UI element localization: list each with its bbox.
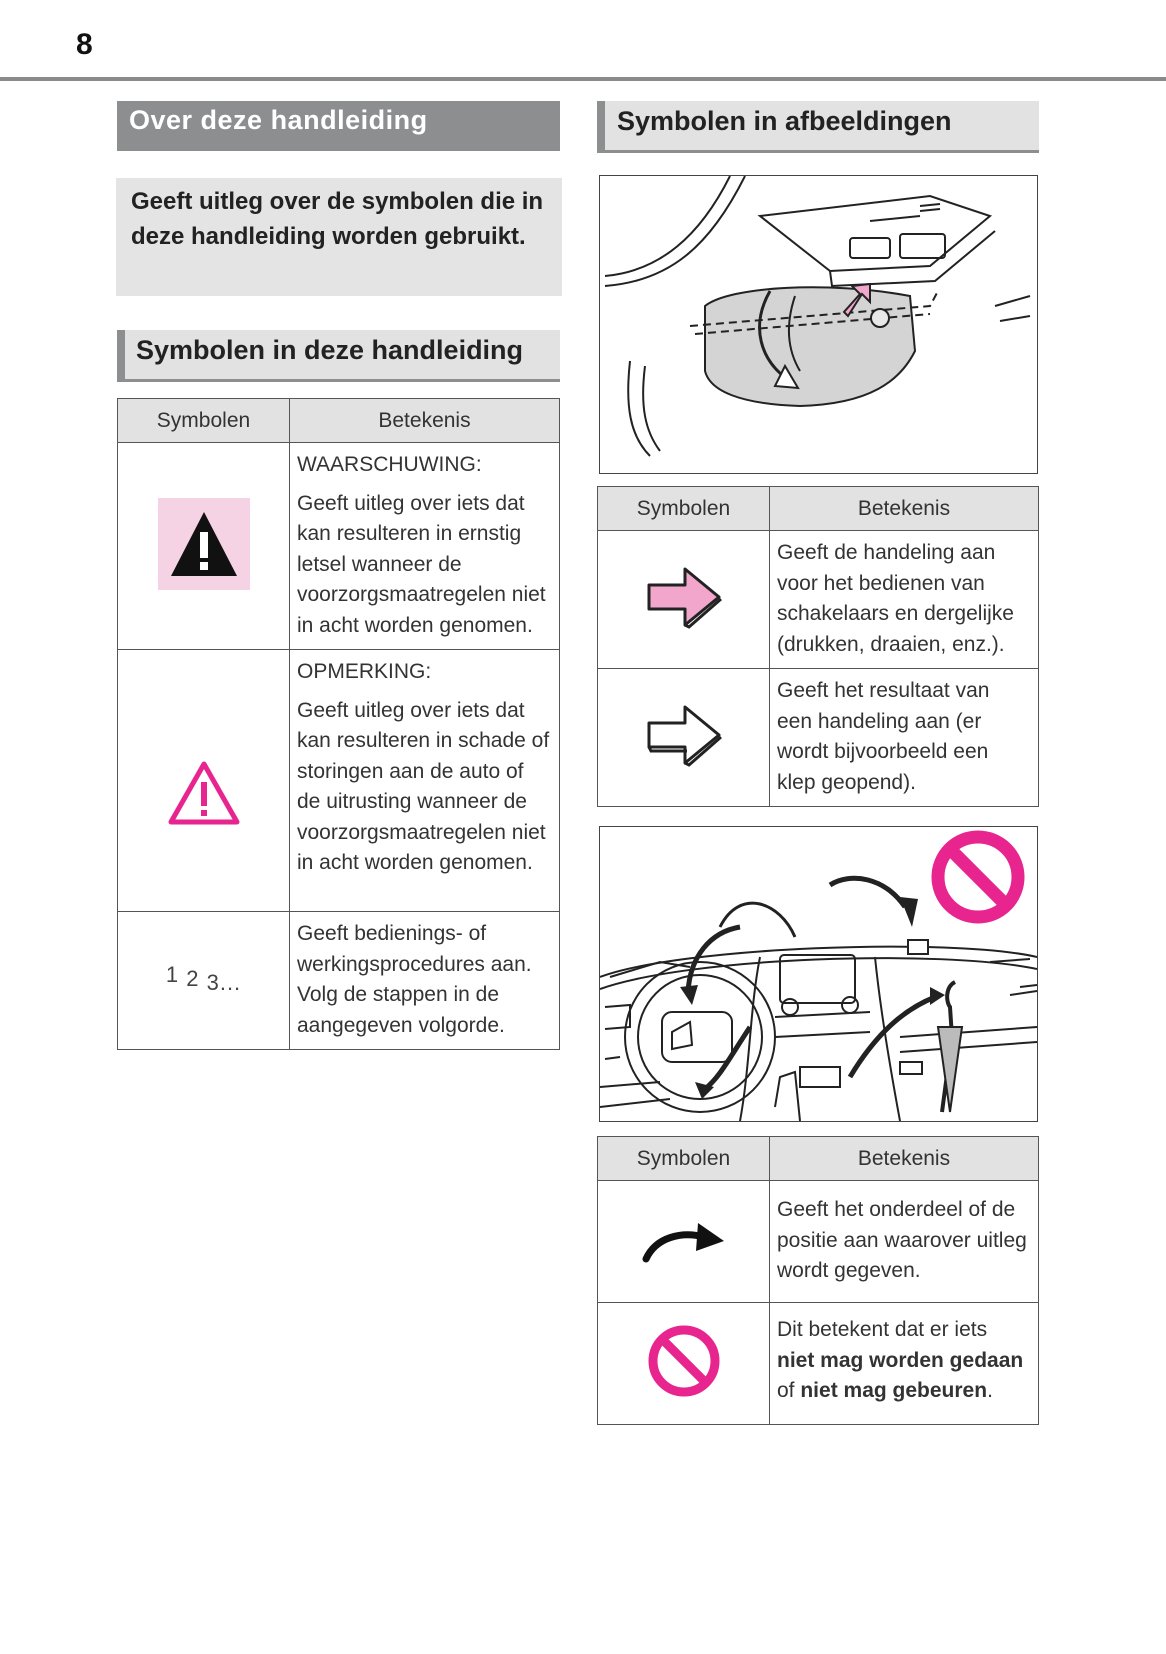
intro-text: Geeft uitleg over de symbolen die in deze handleiding worden gebruikt.	[116, 178, 562, 296]
prohibition-text-c: of	[777, 1379, 801, 1402]
table-row	[118, 650, 560, 912]
table-row	[598, 669, 1039, 807]
header-meaning: Betekenis	[770, 487, 1039, 531]
warning-text: Geeft uitleg over iets dat kan resulteren in ernstig letsel wanneer de voorzorgsmaatregelen niet in acht worden genomen.	[297, 491, 546, 637]
symbol-cell	[598, 1303, 770, 1425]
warning-triangle-icon	[158, 498, 250, 595]
step-1: 1	[165, 961, 180, 987]
header-meaning: Betekenis	[290, 399, 560, 443]
table-row	[598, 531, 1039, 669]
header-symbols: Symbolen	[598, 1137, 770, 1181]
symbol-cell	[598, 531, 770, 669]
header-symbols: Symbolen	[598, 487, 770, 531]
right-symbol-table-2	[597, 1136, 1039, 1425]
meaning-cell: Geeft het resultaat van een handeling aan (er wordt bijvoorbeeld een klep geopend).	[770, 669, 1039, 807]
right-symbol-table-1	[597, 486, 1039, 807]
table-row	[598, 1181, 1039, 1303]
notice-text: Geeft uitleg over iets dat kan resulteren in schade of storingen aan de auto of de uitrusting wanneer de voorzorgsmaatregelen niet in acht worden genomen.	[297, 698, 550, 874]
table-row	[118, 443, 560, 650]
overhead-console-illustration	[599, 175, 1038, 474]
left-symbol-table	[117, 398, 560, 1050]
dashboard-illustration	[599, 826, 1038, 1122]
table-row	[118, 912, 560, 1050]
prohibition-text-e: .	[987, 1379, 993, 1402]
header-meaning: Betekenis	[770, 1137, 1039, 1181]
notice-triangle-icon	[166, 759, 242, 832]
meaning-cell: Geeft bedienings- of werkingsprocedures aan. Volg de stappen in de aangegeven volgorde.	[290, 912, 560, 1050]
right-heading: Symbolen in afbeeldingen	[597, 101, 1039, 153]
step-numbers	[166, 962, 241, 995]
section-title: Over deze handleiding	[117, 101, 560, 151]
symbol-cell	[118, 912, 290, 1050]
table-header-row	[598, 1137, 1039, 1181]
white-arrow-icon	[645, 703, 723, 772]
warning-title: WAARSCHUWING:	[297, 453, 482, 476]
step-2: 2	[186, 965, 200, 991]
step-3: 3	[206, 969, 220, 995]
table-header-row	[598, 487, 1039, 531]
curved-arrow-icon	[642, 1213, 726, 1270]
prohibition-text-a: Dit betekent dat er iets	[777, 1318, 988, 1341]
symbol-cell	[598, 1181, 770, 1303]
table-header-row	[118, 399, 560, 443]
left-heading: Symbolen in deze handleiding	[117, 330, 560, 382]
meaning-cell: Geeft de handeling aan voor het bedienen van schakelaars en dergelijke (drukken, draaien, enz.).	[770, 531, 1039, 669]
prohibition-icon	[646, 1323, 722, 1404]
meaning-cell: Geeft het onderdeel of de positie aan waarover uitleg wordt gegeven.	[770, 1181, 1039, 1303]
meaning-cell	[290, 443, 560, 650]
prohibition-text-d: niet mag gebeuren	[800, 1379, 988, 1402]
symbol-cell	[598, 669, 770, 807]
meaning-cell	[290, 650, 560, 912]
page-number: 8	[76, 28, 93, 61]
symbol-cell	[118, 650, 290, 912]
step-ellipsis: ...	[219, 969, 242, 995]
symbol-cell	[118, 443, 290, 650]
top-rule	[0, 77, 1166, 81]
pink-arrow-icon	[645, 565, 723, 634]
meaning-cell	[770, 1303, 1039, 1425]
header-symbols: Symbolen	[118, 399, 290, 443]
prohibition-text-b: niet mag worden gedaan	[777, 1348, 1024, 1372]
table-row	[598, 1303, 1039, 1425]
notice-title: OPMERKING:	[297, 660, 432, 683]
